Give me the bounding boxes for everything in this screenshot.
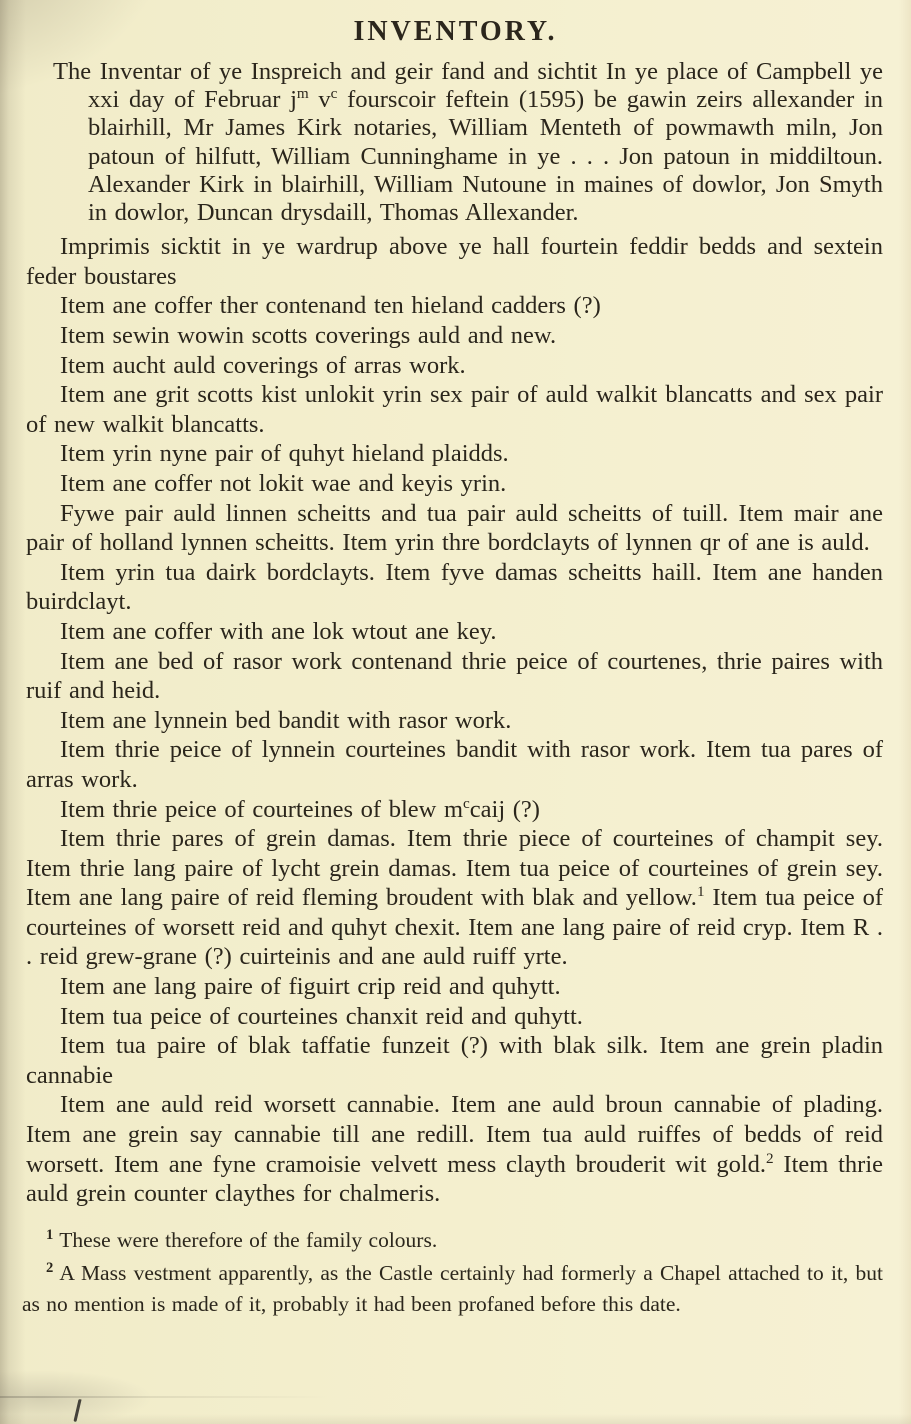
inventory-item: Item ane grit scotts kist unlokit yrin sex pair of auld walkit blancatts and sex pair of new walkit blancatts. xyxy=(26,381,883,438)
inventory-item: Item tua paire of blak taffatie funzeit (?) with blak silk. Item ane grein pladin cannabie xyxy=(26,1032,883,1089)
inventory-item: Item yrin nyne pair of quhyt hieland plaidds. xyxy=(60,440,509,468)
inventory-item: Item yrin tua dairk bordclayts. Item fyve damas scheitts haill. Item ane handen buirdclayt. xyxy=(26,558,883,616)
inventory-item: Item ane bed of rasor work contenand thrie peice of courtenes, thrie paires with ruif and heid. xyxy=(26,647,883,705)
inventory-item: Item aucht auld coverings of arras work. xyxy=(60,351,466,379)
footnote: $^1$ These were therefore of the family colours. xyxy=(46,1226,438,1252)
opening-paragraph: The Inventar of ye Inspreich and geir fand and sichtit In ye place of Campbell ye xxi day of Februar $j^m$ $v^c$ fourscoir feftein (1595) be gawin zeirs allexander in blairhill, Mr James Kirk notaries, William Menteth of powmawth miln, Jon patoun of hilfutt, William Cunninghame in ye . . . Jon patoun in middiltoun. Alexander Kirk in blairhill, William Nutoune in maines of dowlor, Jon Smyth in dowlor, Duncan drysdaill, Thomas Allexander. xyxy=(53,58,884,227)
superscript: 1 xyxy=(46,1226,54,1243)
inventory-item: Item ane auld reid worsett cannabie. Item ane auld broun cannabie of plading. Item ane grein say cannabie till ane redill. Item tua auld ruiffes of bedds of reid worsett. Item ane fyne cramoisie velvett mess clayth brouderit wit gold.$^2$ Item thrie auld grein counter claythes for chalmeris. xyxy=(26,1091,883,1208)
ink-mark xyxy=(73,1399,81,1422)
superscript: 2 xyxy=(46,1260,54,1277)
inventory-item: Item ane lang paire of figuirt crip reid and quhytt. xyxy=(60,973,561,1001)
inventory-item: Item thrie peice of courteines of blew $m^ccaij$ (?) xyxy=(60,794,540,823)
inventory-item: Item tua peice of courteines chanxit reid and quhytt. xyxy=(60,1002,583,1030)
superscript: c xyxy=(463,794,470,812)
inventory-item: Fywe pair auld linnen scheitts and tua pair auld scheitts of tuill. Item mair ane pair of holland lynnen scheitts. Item yrin thre bordclayts of lynnen qr of ane is auld. xyxy=(26,499,883,557)
inventory-item: Item thrie peice of lynnein courteines bandit with rasor work. Item tua pares of arras work. xyxy=(26,736,883,793)
scan-artifact-line xyxy=(0,1396,330,1398)
inventory-item: Item ane coffer ther contenand ten hieland cadders (?) xyxy=(60,292,601,320)
inventory-item: Item ane coffer not lokit wae and keyis yrin. xyxy=(60,469,507,497)
superscript: 2 xyxy=(766,1149,774,1167)
superscript: 1 xyxy=(696,883,705,901)
footnote: $^2$ A Mass vestment apparently, as the Castle certainly had formerly a Chapel attached to it, but as no mention is made of it, probably it had been profaned before this date. xyxy=(22,1260,883,1316)
inventory-item: Item thrie pares of grein damas. Item thrie piece of courteines of champit sey. Item thrie lang paire of lycht grein damas. Item tua peice of courteines of grein sey. Item ane lang paire of reid fleming broudent with blak and yellow.$^1$ Item tua peice of courteines of worsett reid and quhyt chexit. Item ane lang paire of reid cryp. Item R . . reid grew-grane (?) cuirteinis and ane auld ruiff yrte. xyxy=(26,825,883,971)
footnotes xyxy=(0,1225,911,1320)
inventory-item: Item ane lynnein bed bandit with rasor work. xyxy=(60,706,512,734)
inventory-item: Imprimis sicktit in ye wardrup above ye hall fourtein feddir bedds and sextein feder boustares xyxy=(26,233,883,290)
superscript: m xyxy=(296,85,309,103)
inventory-item: Item ane coffer with ane lok wtout ane key. xyxy=(60,617,497,645)
inventory-item: Item sewin wowin scotts coverings auld and new. xyxy=(60,322,557,349)
page-title: INVENTORY. xyxy=(353,16,558,47)
superscript: c xyxy=(330,85,338,103)
inventory-items xyxy=(0,232,911,1209)
